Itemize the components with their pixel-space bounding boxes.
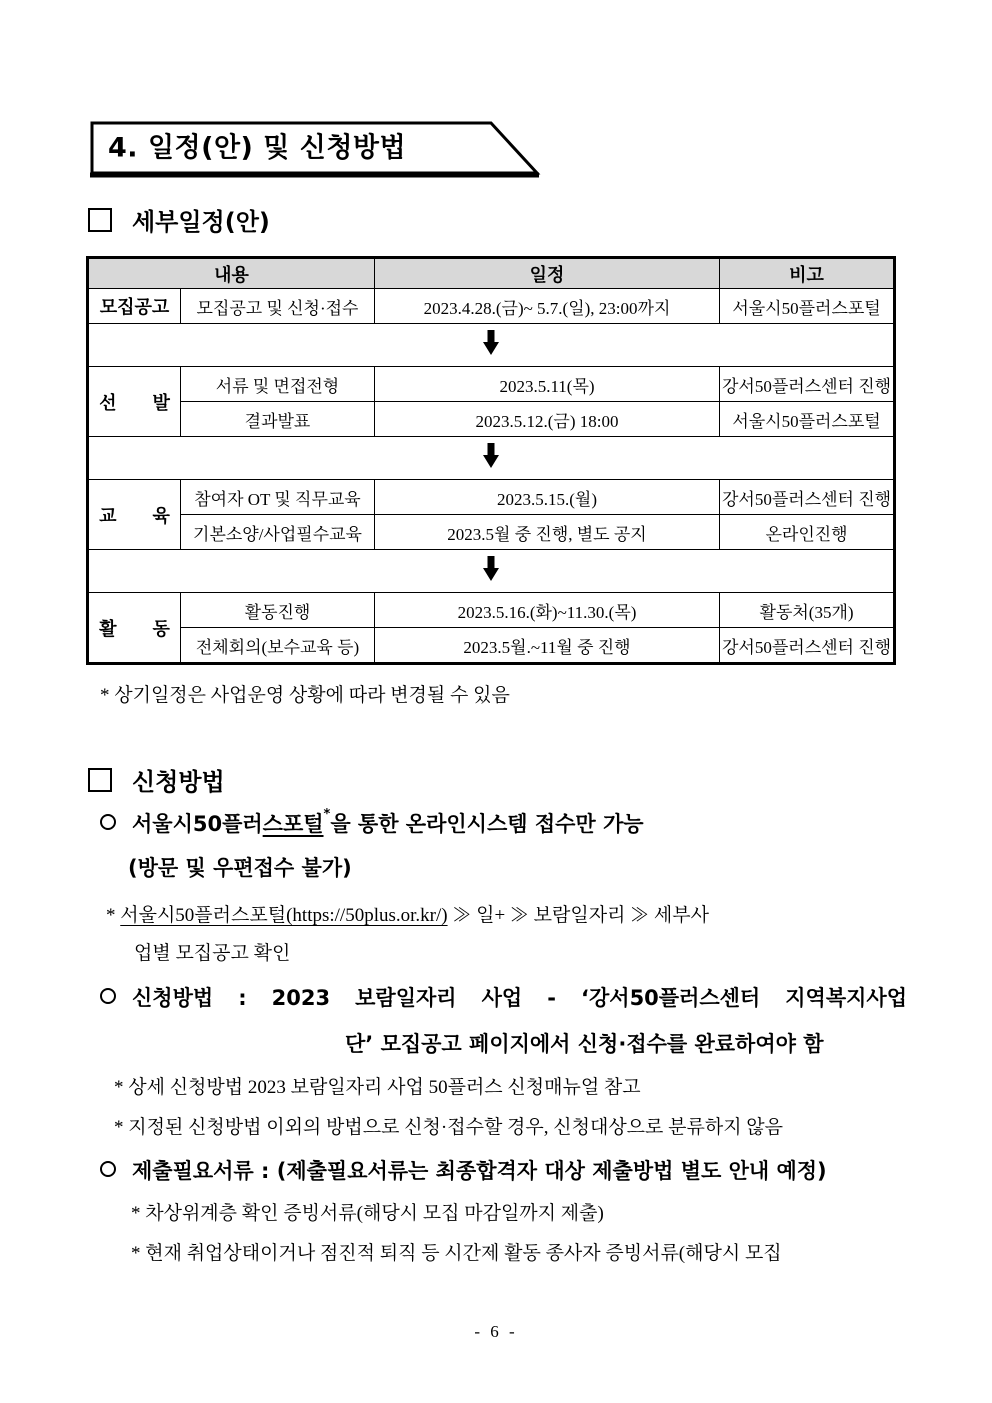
note-cell: 활동처(35개) (720, 593, 895, 628)
down-arrow-icon (482, 442, 500, 469)
schedule-cell: 2023.5월 중 진행, 별도 공지 (375, 515, 720, 550)
content-cell: 결과발표 (181, 402, 375, 437)
document-footnote-1: * 차상위계층 확인 증빙서류(해당시 모집 마감일까지 제출) (131, 1203, 604, 1224)
schedule-section-heading (88, 202, 270, 237)
schedule-cell: 2023.5.15.(월) (375, 480, 720, 515)
circle-bullet-icon (100, 988, 116, 1004)
portal-footnote (106, 900, 709, 927)
portal-footnote-line2: 업별 모집공고 확인 (134, 943, 291, 964)
table-row (88, 628, 895, 664)
portal-path: ≫ 일+ ≫ 보람일자리 ≫ 세부사 (447, 905, 709, 926)
apply-bullet-documents (100, 1155, 827, 1185)
table-row (88, 289, 895, 324)
note-cell: 강서50플러스센터 진행 (720, 480, 895, 515)
square-checkbox-icon (88, 208, 112, 232)
apply-bullet-online-only (100, 808, 644, 838)
footnote-ref-asterisk: * (323, 807, 331, 822)
circle-bullet-icon (100, 1161, 116, 1177)
schedule-table (86, 256, 896, 665)
document-footnote-2: * 현재 취업상태이거나 점진적 퇴직 등 시간제 활동 종사자 증빙서류(해당시 모집 (131, 1243, 782, 1264)
arrow-separator-row (88, 437, 895, 480)
table-row (88, 515, 895, 550)
section-banner (90, 121, 546, 181)
apply-heading-label: 신청방법 (132, 768, 225, 796)
apply-bullet1-line2: (방문 및 우편접수 불가) (128, 856, 352, 880)
down-arrow-icon (482, 329, 500, 356)
table-row (88, 402, 895, 437)
schedule-heading-label: 세부일정(안) (132, 208, 270, 236)
content-cell: 참여자 OT 및 직무교육 (181, 480, 375, 515)
down-arrow-icon (482, 555, 500, 582)
apply-bullet3-text: 제출필요서류 : (제출필요서류는 최종합격자 대상 제출방법 별도 안내 예정) (132, 1159, 827, 1183)
schedule-cell: 2023.5.12.(금) 18:00 (375, 402, 720, 437)
note-cell: 강서50플러스센터 진행 (720, 628, 895, 664)
manual-footnote: * 상세 신청방법 2023 보람일자리 사업 50플러스 신청매뉴얼 참고 (114, 1077, 641, 1098)
group-label-cell: 모집공고 (88, 289, 181, 324)
content-cell: 모집공고 및 신청·접수 (181, 289, 375, 324)
schedule-cell: 2023.5.16.(화)~11.30.(목) (375, 593, 720, 628)
page-number: - 6 - (474, 1322, 518, 1341)
table-header-row (88, 258, 895, 289)
content-cell: 전체회의(보수교육 등) (181, 628, 375, 664)
content-cell: 활동진행 (181, 593, 375, 628)
arrow-separator-row (88, 550, 895, 593)
portal-link[interactable]: 서울시50플러스포털(https://50plus.or.kr/) (120, 905, 448, 926)
col-header-schedule: 일정 (375, 258, 720, 289)
schedule-cell: 2023.4.28.(금)~ 5.7.(일), 23:00까지 (375, 289, 720, 324)
arrow-separator-row (88, 324, 895, 367)
group-label-cell: 활 동 (88, 593, 181, 664)
table-row (88, 367, 895, 402)
col-header-note: 비고 (720, 258, 895, 289)
square-checkbox-icon (88, 768, 112, 792)
method-warning-footnote: * 지정된 신청방법 이외의 방법으로 신청·접수할 경우, 신청대상으로 분류하지 않음 (114, 1117, 784, 1138)
apply-bullet1-text: 서울시50플러스포털*을 통한 온라인시스템 접수만 가능 (132, 807, 644, 836)
note-cell: 서울시50플러스포털 (720, 289, 895, 324)
table-row (88, 593, 895, 628)
col-header-content: 내용 (88, 258, 375, 289)
content-cell: 기본소양/사업필수교육 (181, 515, 375, 550)
note-cell: 서울시50플러스포털 (720, 402, 895, 437)
circle-bullet-icon (100, 814, 116, 830)
apply-section-heading (88, 762, 225, 797)
table-row (88, 480, 895, 515)
apply-bullet-method (100, 982, 907, 1012)
page-title: 4. 일정(안) 및 신청방법 (108, 132, 407, 164)
note-cell: 강서50플러스센터 진행 (720, 367, 895, 402)
schedule-footnote: * 상기일정은 사업운영 상황에 따라 변경될 수 있음 (100, 685, 510, 706)
apply-bullet2-line1: 신청방법 : 2023 보람일자리 사업 - ‘강서50플러스센터 지역복지사업 (132, 986, 907, 1010)
group-label-cell: 선 발 (88, 367, 181, 437)
schedule-cell: 2023.5월.~11월 중 진행 (375, 628, 720, 664)
group-label-cell: 교 육 (88, 480, 181, 550)
content-cell: 서류 및 면접전형 (181, 367, 375, 402)
footnote-marker: * (106, 905, 116, 926)
note-cell: 온라인진행 (720, 515, 895, 550)
schedule-cell: 2023.5.11(목) (375, 367, 720, 402)
apply-bullet2-line2: 단’ 모집공고 페이지에서 신청·접수를 완료하여야 함 (345, 1032, 824, 1056)
